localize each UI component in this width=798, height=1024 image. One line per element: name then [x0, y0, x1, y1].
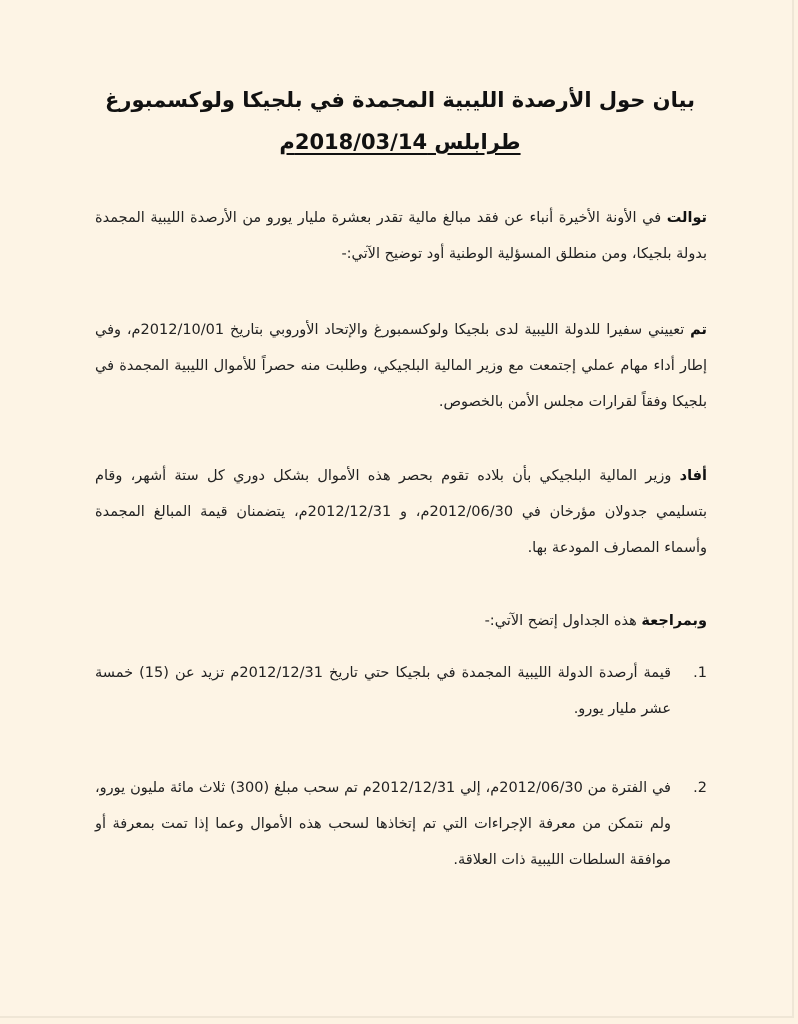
list-item-number: 1.	[693, 665, 707, 681]
paragraph-2	[95, 312, 707, 420]
paragraph-1	[95, 200, 707, 272]
paragraph-1-lead: توالت	[666, 210, 707, 226]
paragraph-2-text: تعييني سفيرا للدولة الليبية لدى بلجيكا ولوكسمبورغ والإتحاد الأوروبي بتاريخ 2012/10/01م، وفي إطار أداء مهام عملي إجتمعت مع وزير المالية البلجيكي، وطلبت منه حصراً للأموال الليبية المجمدة في بلجيكا وفقاً لقرارات مجلس الأمن بالخصوص.	[95, 322, 707, 410]
list-item-text: قيمة أرصدة الدولة الليبية المجمدة في بلجيكا حتي تاريخ 2012/12/31م تزيد عن (15) خمسة عشر مليار يورو.	[95, 665, 672, 717]
list-item-text: في الفترة من 2012/06/30م، إلي 2012/12/31م تم سحب مبلغ (300) ثلاث مائة مليون يورو، ولم نتمكن من معرفة الإجراءات التي تم إتخاذها لسحب هذه الأموال وعما إذا تمت بمعرفة أو موافقة السلطات الليبية ذات العلاقة.	[95, 780, 671, 868]
list-item	[95, 770, 707, 878]
paragraph-1-text: في الأونة الأخيرة أنباء عن فقد مبالغ مالية تقدر بعشرة مليار يورو من الأرصدة الليبية المجمدة بدولة بلجيكا، ومن منطلق المسؤلية الوطنية أود توضيح الآتي:-	[95, 210, 707, 262]
paragraph-4-lead: وبمراجعة	[641, 613, 707, 629]
paragraph-4	[95, 603, 707, 639]
list-item-number: 2.	[693, 780, 707, 796]
list-item	[95, 655, 707, 727]
paragraph-2-lead: تم	[690, 322, 707, 338]
paragraph-3-text: وزير المالية البلجيكي بأن بلاده تقوم بحصر هذه الأموال بشكل دوري كل ستة أشهر، وقام بتسليمي جدولان مؤرخان في 2012/06/30م، و 2012/12/31م، يتضمنان قيمة المبالغ المجمدة وأسماء المصارف المودعة بها.	[95, 468, 708, 556]
paragraph-3-lead: أفاد	[679, 468, 707, 484]
paragraph-3	[95, 458, 707, 566]
paragraph-4-text: هذه الجداول إتضح الآتي:-	[484, 613, 642, 629]
document-place-date: طرابلس 2018/03/14م	[279, 130, 521, 154]
document-title: بيان حول الأرصدة الليبية المجمدة في بلجيكا ولوكسمبورغ	[105, 88, 695, 112]
